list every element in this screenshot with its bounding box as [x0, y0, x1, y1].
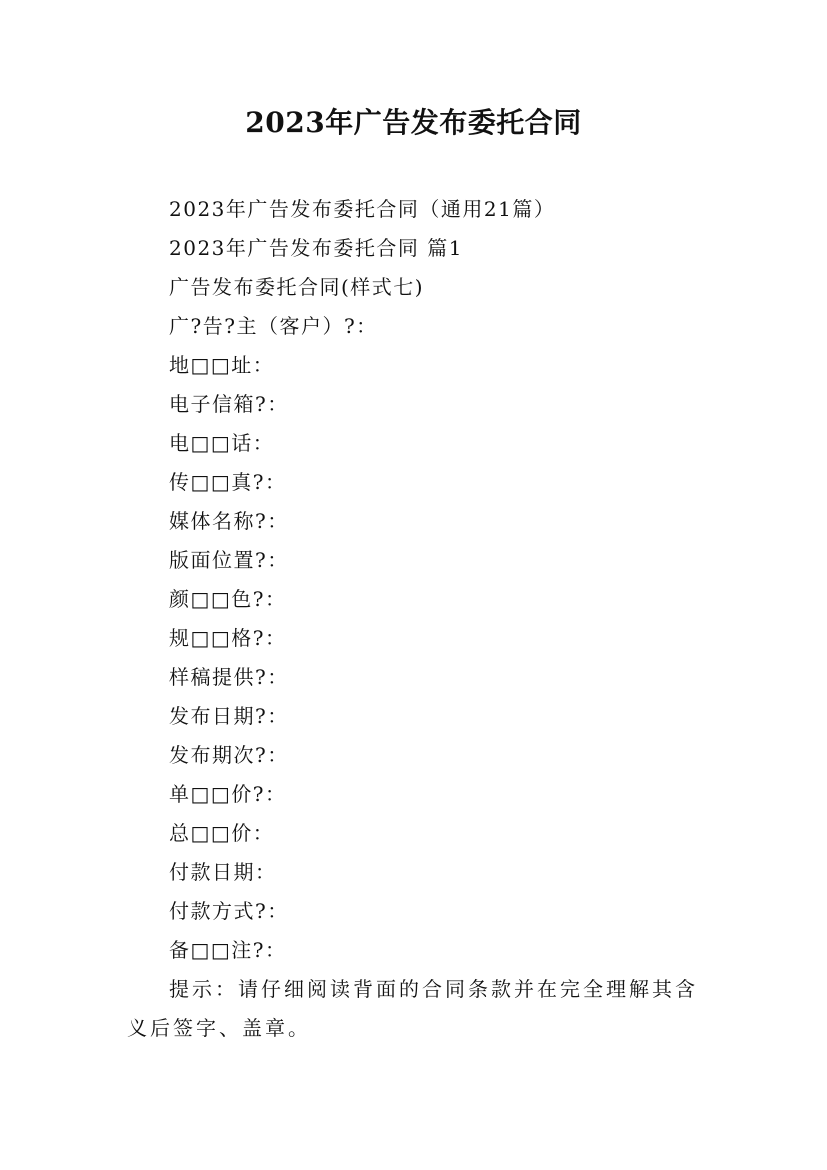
field-media-name: 媒体名称?： [169, 509, 289, 533]
field-payment-date: 付款日期： [169, 860, 277, 884]
field-draft-provider: 样稿提供?： [169, 665, 289, 689]
doc-line-section-heading: 2023年广告发布委托合同 篇1 [169, 236, 463, 260]
field-publish-issues: 发布期次?： [169, 743, 289, 767]
page-title: 2023年广告发布委托合同 [245, 106, 582, 139]
signing-note: 提示：请仔细阅读背面的合同条款并在完全理解其含义后签字、盖章。 [127, 977, 698, 1040]
field-fax: 传□□真?： [169, 470, 287, 494]
field-payment-method: 付款方式?： [169, 899, 289, 923]
field-email: 电子信箱?： [169, 392, 289, 416]
field-address: 地□□址： [169, 353, 275, 377]
field-advertiser: 广?告?主（客户）?： [169, 314, 378, 338]
field-publish-date: 发布日期?： [169, 704, 289, 728]
field-total-price: 总□□价： [169, 821, 275, 845]
field-color: 颜□□色?： [169, 587, 287, 611]
field-phone: 电□□话： [169, 431, 275, 455]
doc-line-form-name: 广告发布委托合同(样式七) [169, 275, 425, 299]
field-unit-price: 单□□价?： [169, 782, 287, 806]
document-body [127, 190, 712, 1048]
field-remarks: 备□□注?： [169, 938, 287, 962]
field-specification: 规□□格?： [169, 626, 287, 650]
doc-line-subtitle: 2023年广告发布委托合同（通用21篇） [169, 197, 556, 221]
field-layout-position: 版面位置?： [169, 548, 289, 572]
